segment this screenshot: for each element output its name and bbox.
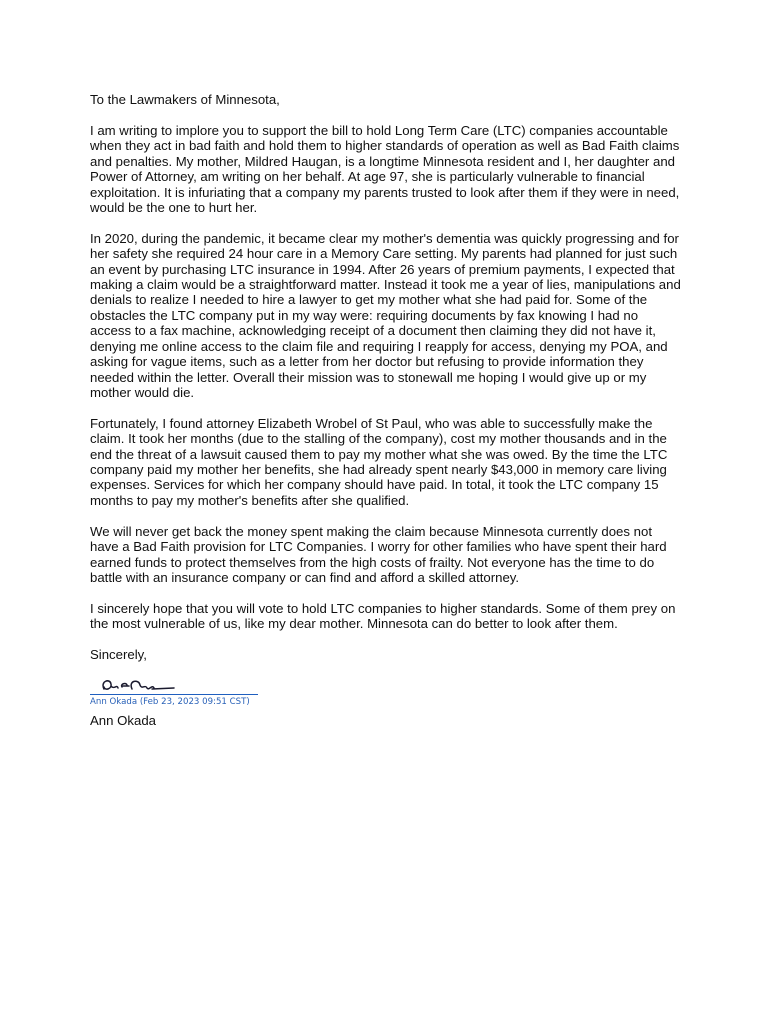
signature-timestamp: Ann Okada (Feb 23, 2023 09:51 CST)	[90, 696, 250, 707]
signature-block	[90, 675, 260, 705]
salutation: To the Lawmakers of Minnesota,	[90, 92, 280, 107]
signer-name: Ann Okada	[90, 712, 156, 728]
letter	[90, 92, 682, 728]
paragraph-4: We will never get back the money spent making the claim because Minnesota currently does not have a Bad Faith provision for LTC Companies. I worry for other families who have spent their hard earned funds to protect themselves from the high costs of frailty. Not everyone has the time to do battle with an insurance company or can find and afford a skilled attorney.	[90, 523, 667, 585]
paragraph-1: I am writing to implore you to support the bill to hold Long Term Care (LTC) companies accountable when they act in bad faith and hold them to higher standards of operation as well as Bad Faith claims and penalties. My mother, Mildred Haugan, is a longtime Minnesota resident and I, her daughter and Power of Attorney, am writing on her behalf. At age 97, she is particularly vulnerable to financial exploitation. It is infuriating that a company my parents trusted to look after them if they were in need, would be the one to hurt her.	[90, 122, 680, 215]
paragraph-2: In 2020, during the pandemic, it became clear my mother's dementia was quickly progressing and for her safety she required 24 hour care in a Memory Care setting. My parents had planned for just such an event by purchasing LTC insurance in 1994. After 26 years of premium payments, I expected that making a claim would be a straightforward matter. Instead it took me a year of lies, manipulations and denials to realize I needed to hire a lawyer to get my mother what she had paid for. Some of the obstacles the LTC company put in my way were: requiring documents by fax knowing I had no access to a fax machine, acknowledging receipt of a document then claiming they did not have it, denying me online access to the claim file and requiring I reapply for access, denying my POA, and asking for vague items, such as a letter from her doctor but refusing to provide information they needed within the letter. Overall their mission was to stonewall me hoping I would give up or my mother would die.	[90, 230, 681, 400]
handwritten-signature	[96, 675, 176, 695]
signature-line	[90, 694, 258, 696]
paragraph-5: I sincerely hope that you will vote to hold LTC companies to higher standards. Some of them prey on the most vulnerable of us, like my dear mother. Minnesota can do better to look after them.	[90, 600, 676, 632]
paragraph-3: Fortunately, I found attorney Elizabeth Wrobel of St Paul, who was able to successfully make the claim. It took her months (due to the stalling of the company), cost my mother thousands and in the end the threat of a lawsuit caused them to pay my mother what she was owed. By the time the LTC company paid my mother her benefits, she had already spent nearly $43,000 in memory care living expenses. Services for which her company should have paid. In total, it took the LTC company 15 months to pay my mother's benefits after she qualified.	[90, 415, 668, 508]
closing: Sincerely,	[90, 647, 147, 663]
